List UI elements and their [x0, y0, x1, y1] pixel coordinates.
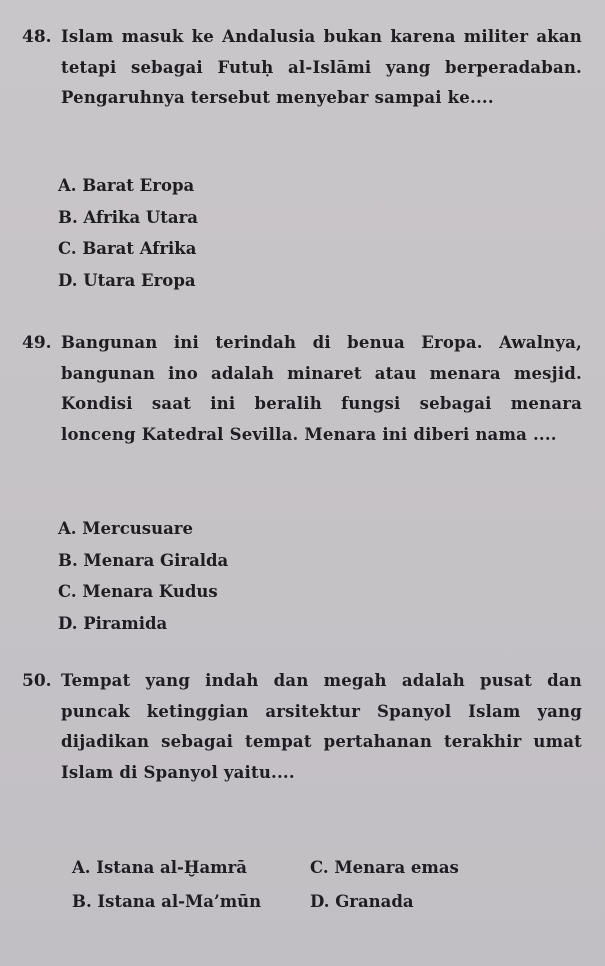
question-49: [22, 328, 582, 450]
option-d[interactable]: D. Utara Eropa: [58, 270, 196, 290]
question-number: 50.: [22, 671, 52, 691]
option-a[interactable]: A. Istana al-Ḫamrā: [72, 858, 247, 877]
option-d[interactable]: D. Granada: [310, 892, 414, 911]
option-a[interactable]: A. Barat Eropa: [58, 176, 195, 195]
option-row: [72, 851, 552, 885]
option-c[interactable]: C. Barat Afrika: [58, 239, 197, 258]
question-number: 48.: [22, 27, 52, 47]
question-text: Bangunan ini terindah di benua Eropa. Awalnya, bangunan ino adalah minaret atau menara mesjid. Kondisi saat ini beralih fungsi sebagai menara lonceng Katedral Sevilla. Menara ini diberi nama ....: [61, 333, 582, 444]
question-50: [22, 666, 582, 788]
option-row: [72, 885, 552, 919]
option-a[interactable]: A. Mercusuare: [58, 519, 193, 538]
question-text: Islam masuk ke Andalusia bukan karena militer akan tetapi sebagai Futuḥ al-Islāmi yang berperadaban. Pengaruhnya tersebut menyebar sampai ke....: [61, 27, 582, 107]
question-48: [22, 22, 582, 114]
option-d[interactable]: D. Piramida: [58, 613, 168, 633]
question-text: Tempat yang indah dan megah adalah pusat dan puncak ketinggian arsitektur Spanyol Islam yang dijadikan sebagai tempat pertahanan terakhir umat Islam di Spanyol yaitu....: [61, 671, 582, 782]
question-48-options: [58, 170, 198, 296]
question-number: 49.: [22, 333, 52, 353]
option-b[interactable]: B. Istana al-Ma’mūn: [72, 892, 262, 911]
option-c[interactable]: C. Menara Kudus: [58, 582, 218, 601]
question-49-options: [58, 513, 228, 639]
option-c[interactable]: C. Menara emas: [310, 858, 459, 877]
option-b[interactable]: B. Menara Giralda: [58, 550, 229, 570]
option-b[interactable]: B. Afrika Utara: [58, 207, 198, 227]
question-50-options: [72, 851, 552, 919]
